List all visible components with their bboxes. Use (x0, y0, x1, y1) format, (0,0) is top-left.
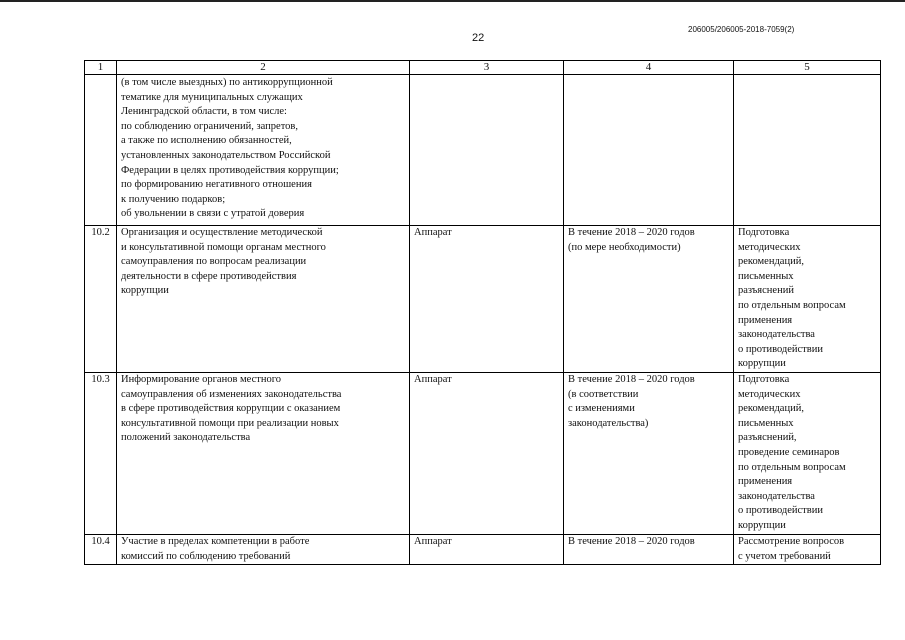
row-number (85, 75, 117, 226)
executor-cell: Аппарат (410, 534, 564, 564)
table-row (85, 372, 881, 534)
table-row (85, 75, 881, 226)
table-header-row (85, 61, 881, 75)
column-header-4: 4 (564, 61, 734, 75)
measure-text: Организация и осуществление методической и консультативной помощи органам местного самоуправления по вопросам реализации деятельности в сфере противодействия коррупции (117, 226, 410, 373)
column-header-1: 1 (85, 61, 117, 75)
table-row (85, 226, 881, 373)
executor-cell: Аппарат (410, 226, 564, 373)
row-number: 10.3 (85, 372, 117, 534)
measure-text: Участие в пределах компетенции в работе комиссий по соблюдению требований (117, 534, 410, 564)
term-cell: В течение 2018 – 2020 годов (в соответствии с изменениями законодательства) (564, 372, 734, 534)
row-number: 10.4 (85, 534, 117, 564)
row-number: 10.2 (85, 226, 117, 373)
document-code: 206005/206005-2018-7059(2) (688, 25, 795, 34)
measure-text: Информирование органов местного самоуправления об изменениях законодательства в сфере противодействия коррупции с оказанием консультативной помощи при реализации новых положений законодательства (117, 372, 410, 534)
result-cell: Подготовка методических рекомендаций, письменных разъяснений по отдельным вопросам применения законодательства о противодействии коррупции (734, 226, 881, 373)
executor-cell: Аппарат (410, 372, 564, 534)
measure-text: (в том числе выездных) по антикоррупционной тематике для муниципальных служащих Ленинградской области, в том числе: по соблюдению ограничений, запретов, а также по исполнению обязанностей, установленных законодательством Российской Федерации в целях противодействия коррупции; по формированию негативного отношения к получению подарков; об увольнении в связи с утратой доверия (117, 75, 410, 226)
result-cell: Подготовка методических рекомендаций, письменных разъяснений, проведение семинаров по отдельным вопросам применения законодательства о противодействии коррупции (734, 372, 881, 534)
page-number: 22 (472, 32, 485, 44)
table-row (85, 534, 881, 564)
executor-cell (410, 75, 564, 226)
term-cell: В течение 2018 – 2020 годов (по мере необходимости) (564, 226, 734, 373)
column-header-5: 5 (734, 61, 881, 75)
top-border-line (0, 0, 905, 2)
result-cell (734, 75, 881, 226)
result-cell: Рассмотрение вопросов с учетом требований (734, 534, 881, 564)
term-cell: В течение 2018 – 2020 годов (564, 534, 734, 564)
column-header-3: 3 (410, 61, 564, 75)
term-cell (564, 75, 734, 226)
measures-table (84, 60, 881, 565)
column-header-2: 2 (117, 61, 410, 75)
